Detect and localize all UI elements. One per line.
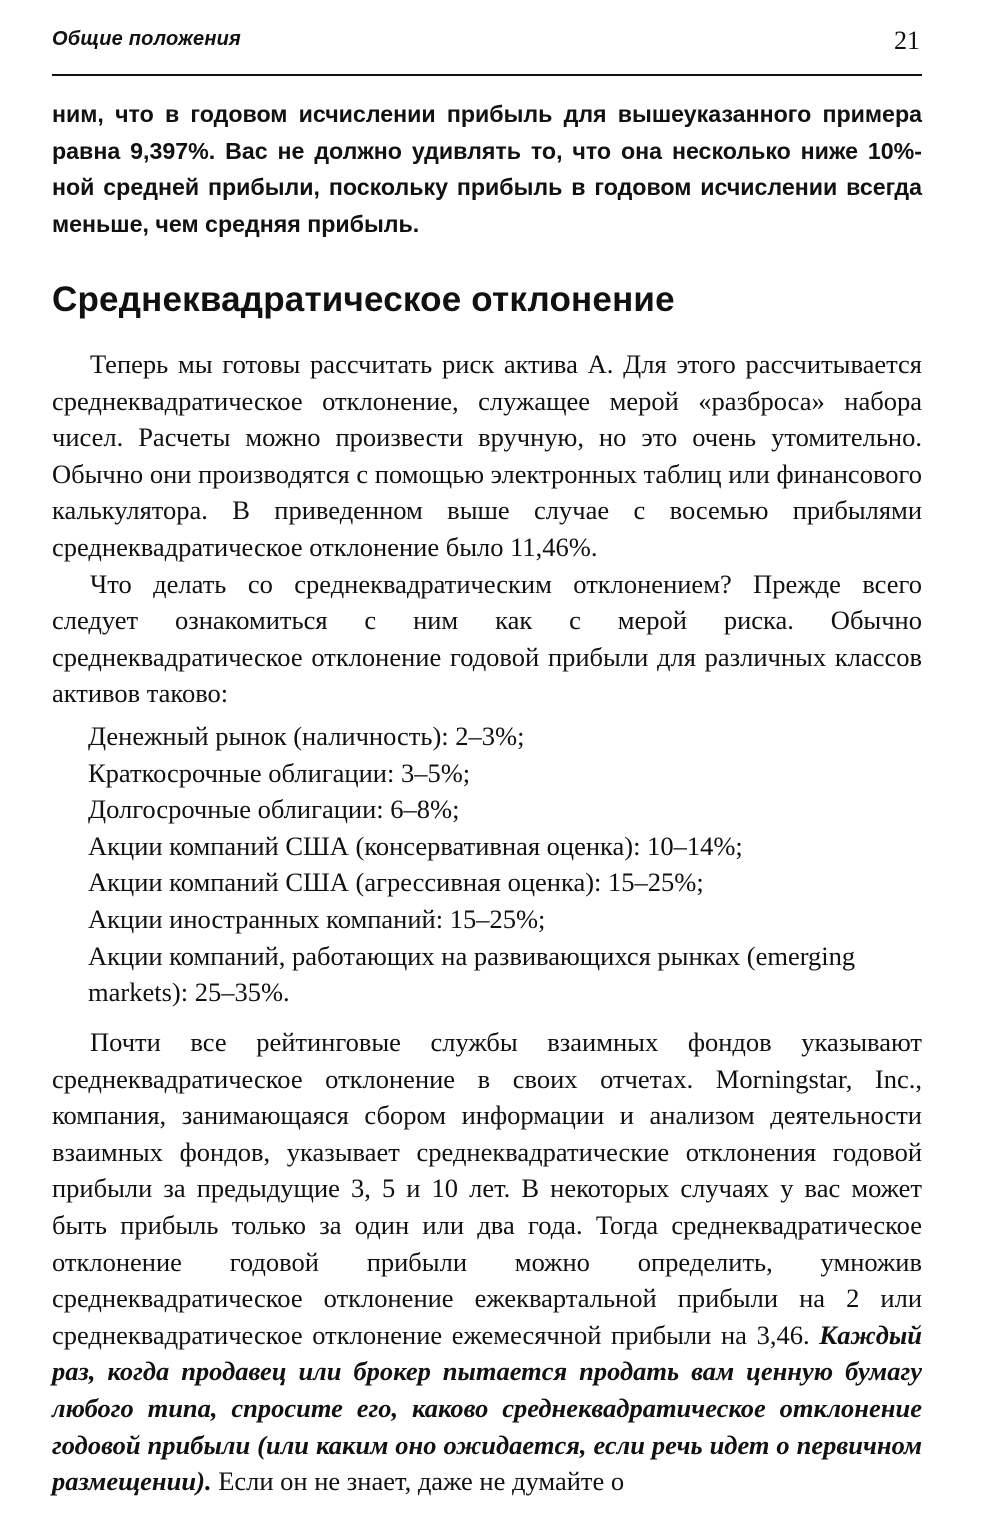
intro-text: ним, что в годовом исчислении прибыль для вышеуказанного примера равна 9,397%. Вас не должно удивлять то, что она несколько ниже 10%-ной средней прибыли, поскольку прибыль в годовом исчислении всегда меньше, чем средняя прибыль. [52,101,922,237]
section-heading: Среднеквадратическое отклонение [52,280,675,319]
closing-tail-text: Если он не знает, даже не думайте о [211,1466,625,1497]
closing-paragraph [52,1024,922,1500]
closing-text [52,1024,922,1500]
closing-plain-text: Почти все рейтинговые службы взаимных фондов указывают среднеквадратическое отклонение в своих отчетах. Morningstar, Inc., компания, занимающаяся сбором информации и анализом деятельности взаимных фондов, указывает среднеквадратические отклонения годовой прибыли за предыдущие 3, 5 и 10 лет. В некоторых случаях у вас может быть прибыль только за один или два года. Тогда среднеквадратическое отклонение годовой прибыли можно определить, умножив среднеквадратическое отклонение ежеквартальной прибыли на 2 или среднеквадратическое отклонение ежемесячной прибыли на 3,46. [52,1027,922,1350]
list-item: Акции компаний США (агрессивная оценка): 15–25%; [88,867,704,898]
intro-paragraph [52,96,922,242]
closing-emphasis-text: Каждый раз, когда продавец или брокер пытается продать вам ценную бумагу любого типа, спросите его, каково среднеквадратическое отклонение годовой прибыли (или каким оно ожидается, если речь идет о первичном размещении). [52,1319,922,1497]
asset-class-list [52,718,922,1011]
list-item: Акции компаний, работающих на развивающихся рынках (emerging markets): 25–35%. [88,940,856,1008]
paragraph-risk-intro: Теперь мы готовы рассчитать риск актива А. Для этого рассчитывается среднеквадратическое отклонение, служащее мерой «разброса» набора чисел. Расчеты можно произвести вручную, но это очень утомительно. Обычно они производятся с помощью электронных таблиц или финансового калькулятора. В приведенном выше случае с восемью прибылями среднеквадратическое отклонение было 11,46%. [52,349,922,562]
list-item: Акции иностранных компаний: 15–25%; [88,903,546,934]
list-item: Денежный рынок (наличность): 2–3%; [88,721,525,751]
list-item: Долгосрочные облигации: 6–8%; [88,794,460,825]
running-title: Общие положения [52,28,242,50]
page-number: 21 [894,26,920,55]
section-body [52,346,922,712]
list-item: Краткосрочные облигации: 3–5%; [88,757,471,788]
paragraph-risk-measure: Что делать со среднеквадратическим отклонением? Прежде всего следует ознакомиться с ним как с мерой риска. Обычно среднеквадратическое отклонение годовой прибыли для различных классов активов таково: [52,568,922,709]
list-item: Акции компаний США (консервативная оценка): 10–14%; [88,830,743,861]
header-rule [52,74,922,76]
